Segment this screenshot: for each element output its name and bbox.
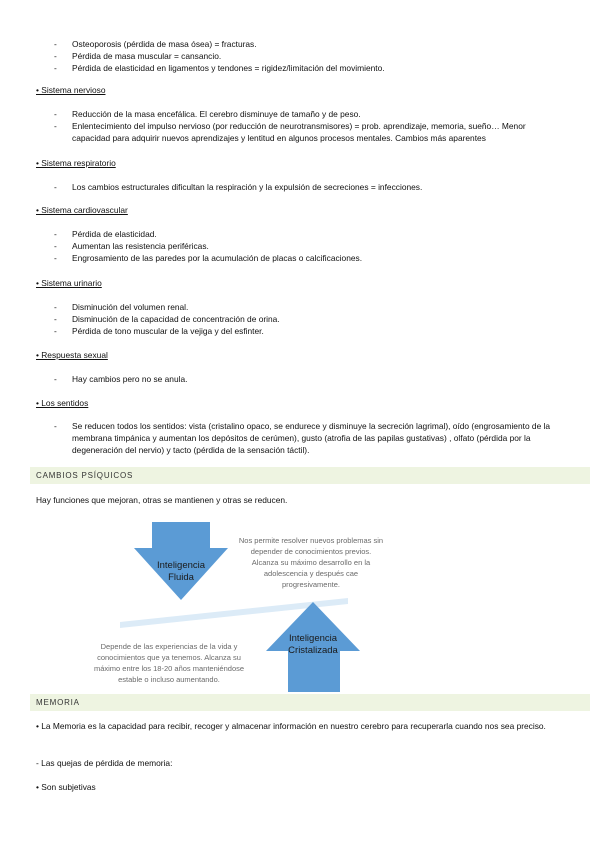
section-heading-sexual: • Respuesta sexual bbox=[36, 350, 108, 360]
list-item: - Se reducen todos los sentidos: vista (cristalino opaco, se endurece y disminuye la secreción lagrimal), oído (engrosamiento de la membrana timpánica y aumentan los depósitos de cerúmen), gusto (atrofia de las papilas gustativas) , olfato (pérdida por la degeneración del nervio) y tacto (pérdida de la sensación táctil). bbox=[54, 420, 564, 456]
list-item: - Pérdida de elasticidad en ligamentos y tendones = rigidez/limitación del movimiento. bbox=[54, 62, 564, 74]
cristalizada-desc-line: conocimientos que ya tenemos. Alcanza su bbox=[97, 653, 241, 662]
list-item: - Reducción de la masa encefálica. El cerebro disminuye de tamaño y de peso. bbox=[54, 108, 564, 120]
cristalizada-desc-line: Depende de las experiencias de la vida y bbox=[100, 642, 238, 651]
memoria-subjetivas: • Son subjetivas bbox=[36, 782, 96, 792]
fluida-desc-line: adolescencia y después cae bbox=[263, 569, 359, 578]
cristalizada-desc-line: máximo entre los 18-20 años manteniéndose bbox=[93, 664, 245, 673]
fluida-desc-line: Nos permite resolver nuevos problemas sin bbox=[238, 536, 384, 545]
list-item: - Pérdida de tono muscular de la vejiga y del esfinter. bbox=[54, 325, 564, 337]
memoria-paragraph: • La Memoria es la capacidad para recibir, recoger y almacenar información en nuestro cerebro para recuperarla cuando nos sea preciso. bbox=[36, 721, 546, 731]
list-item: - Osteoporosis (pérdida de masa ósea) = fracturas. bbox=[54, 38, 564, 50]
list-item: - Engrosamiento de las paredes por la acumulación de placas o calcificaciones. bbox=[54, 252, 564, 264]
list-item: - Hay cambios pero no se anula. bbox=[54, 373, 564, 385]
list-item: - Disminución de la capacidad de concentración de orina. bbox=[54, 313, 564, 325]
section-heading-sentidos: • Los sentidos bbox=[36, 398, 89, 408]
list-item: - Los cambios estructurales dificultan la respiración y la expulsión de secreciones = infecciones. bbox=[54, 181, 564, 193]
cristalizada-label-line: Inteligencia bbox=[288, 633, 338, 644]
fluida-desc-line: Alcanza su máximo desarrollo en la bbox=[251, 558, 371, 567]
list-item: - Pérdida de elasticidad. bbox=[54, 228, 564, 240]
section-heading-nervioso: • Sistema nervioso bbox=[36, 85, 106, 95]
section-band-psiquicos: CAMBIOS PSÍQUICOS bbox=[30, 467, 590, 484]
fluida-desc-line: progresivamente. bbox=[282, 580, 340, 589]
fluida-label-line: Fluida bbox=[168, 572, 194, 583]
section-heading-cardiovascular: • Sistema cardiovascular bbox=[36, 205, 128, 215]
list-item: - Enlentecimiento del impulso nervioso (por reducción de neurotransmisores) = prob. aprendizaje, memoria, sueño… Menor capacidad para adquirir nuevos aprendizajes y lentitud en algunos procesos mentales. Cambios más aparentes bbox=[54, 120, 564, 144]
fluida-desc-line: depender de conocimientos previos. bbox=[250, 547, 372, 556]
psiquicos-intro: Hay funciones que mejoran, otras se mantienen y otras se reducen. bbox=[36, 495, 288, 505]
cristalizada-label-line: Cristalizada bbox=[288, 645, 338, 656]
list-item: - Aumentan las resistencia periféricas. bbox=[54, 240, 564, 252]
list-item: - Pérdida de masa muscular = cansancio. bbox=[54, 50, 564, 62]
section-band-memoria: MEMORIA bbox=[30, 694, 590, 711]
list-item: - Disminución del volumen renal. bbox=[54, 301, 564, 313]
section-heading-respiratorio: • Sistema respiratorio bbox=[36, 158, 116, 168]
fluida-label-line: Inteligencia bbox=[156, 560, 206, 571]
section-heading-urinario: • Sistema urinario bbox=[36, 278, 102, 288]
cristalizada-desc-line: estable o incluso aumentando. bbox=[118, 675, 220, 684]
memoria-quejas: - Las quejas de pérdida de memoria: bbox=[36, 758, 173, 768]
